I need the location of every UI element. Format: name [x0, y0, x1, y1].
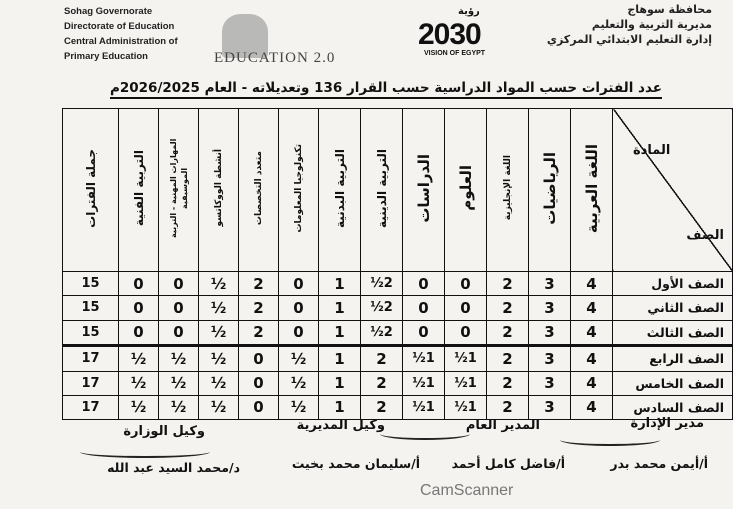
- table-cell: 4: [571, 320, 613, 345]
- table-cell: 3: [529, 272, 571, 296]
- table-cell: 1: [319, 272, 361, 296]
- table-cell: ½: [199, 320, 239, 345]
- column-header-label: الرياضيات: [540, 151, 559, 225]
- table-cell: 17: [63, 395, 119, 419]
- table-cell: 1½: [445, 395, 487, 419]
- table-cell: ½: [199, 346, 239, 371]
- table-cell: 0: [119, 272, 159, 296]
- table-cell: 2: [239, 296, 279, 320]
- column-header: [279, 109, 319, 272]
- table-cell: 1½: [445, 371, 487, 395]
- table-cell: 2: [487, 395, 529, 419]
- column-header: [487, 109, 529, 272]
- table-cell: ½: [199, 371, 239, 395]
- vision-ar-label: رؤية: [458, 6, 480, 17]
- header-ar-line: إدارة التعليم الابتدائي المركزي: [546, 33, 712, 46]
- table-cell: 1: [319, 371, 361, 395]
- table-cell: 2: [487, 272, 529, 296]
- table-cell: 1: [319, 296, 361, 320]
- header-en-line: Central Administration of: [64, 36, 178, 47]
- column-header: [445, 109, 487, 272]
- table-cell: 4: [571, 395, 613, 419]
- column-header-label: جملة الفترات: [83, 148, 98, 228]
- column-header-label: متعدد التخصصات: [253, 151, 264, 226]
- table-cell: ½: [159, 371, 199, 395]
- table-cell: 0: [445, 296, 487, 320]
- table-cell: 2: [487, 320, 529, 345]
- table-cell: 15: [63, 296, 119, 320]
- table-cell: 4: [571, 296, 613, 320]
- signature-name: أ/أيمن محمد بدر: [610, 456, 708, 471]
- scanner-watermark: [420, 482, 720, 500]
- table-cell: ½: [199, 272, 239, 296]
- table-cell: 1: [319, 395, 361, 419]
- education-logo: [214, 14, 404, 66]
- table-cell: 0: [119, 320, 159, 345]
- table-cell: ½: [159, 395, 199, 419]
- table-row: [63, 320, 733, 345]
- row-grade-label: الصف السادس: [613, 395, 733, 419]
- table-cell: 15: [63, 320, 119, 345]
- row-grade-label: الصف الثالث: [613, 320, 733, 345]
- table-cell: 2: [361, 371, 403, 395]
- signature-scribble: [560, 434, 660, 446]
- table-cell: 0: [445, 320, 487, 345]
- header-ar-line: مديرية التربية والتعليم: [591, 18, 712, 31]
- table-cell: 1½: [403, 395, 445, 419]
- signature-scribble: [380, 428, 470, 440]
- table-cell: 0: [239, 346, 279, 371]
- header-ar-line: محافظة سوهاج: [627, 3, 712, 16]
- table-corner-cell: [613, 109, 733, 272]
- table-cell: ½: [279, 371, 319, 395]
- table-cell: 17: [63, 371, 119, 395]
- table-cell: 2½: [361, 272, 403, 296]
- signature-name: أ/فاضل كامل أحمد: [451, 456, 565, 471]
- table-cell: 0: [239, 395, 279, 419]
- table-cell: ½: [119, 395, 159, 419]
- column-header-label: تكنولوجيا المعلومات: [293, 143, 304, 233]
- table-cell: 1: [319, 320, 361, 345]
- table-cell: 4: [571, 346, 613, 371]
- column-header: [403, 109, 445, 272]
- column-header: [63, 109, 119, 272]
- table-cell: 3: [529, 371, 571, 395]
- table-cell: 0: [159, 272, 199, 296]
- table-cell: 2: [361, 346, 403, 371]
- column-header: [571, 109, 613, 272]
- vision-caption: VISION OF EGYPT: [424, 50, 486, 57]
- table-cell: 17: [63, 346, 119, 371]
- table-cell: 0: [279, 272, 319, 296]
- column-header: [159, 109, 199, 272]
- periods-table: [62, 108, 733, 420]
- table-cell: 3: [529, 395, 571, 419]
- table-row: [63, 272, 733, 296]
- signature-title: وكيل المديرية: [296, 418, 385, 433]
- table-cell: 0: [239, 371, 279, 395]
- table-cell: ½: [159, 346, 199, 371]
- scanner-watermark-text: CamScanner: [420, 482, 514, 499]
- signature-name: أ/سليمان محمد بخيت: [291, 456, 420, 471]
- column-header-label: العلوم: [456, 165, 475, 211]
- column-header-label: اللغة الإنجليزية: [502, 155, 513, 221]
- table-cell: 2: [239, 272, 279, 296]
- corner-grade-label: الصف: [686, 228, 724, 244]
- table-row: [63, 296, 733, 320]
- header-en-line: Directorate of Education: [64, 21, 175, 32]
- table-header-row: [63, 109, 733, 272]
- table-cell: 2½: [361, 296, 403, 320]
- table-cell: 0: [119, 296, 159, 320]
- table-cell: 0: [279, 320, 319, 345]
- table-cell: 0: [403, 320, 445, 345]
- table-cell: 15: [63, 272, 119, 296]
- table-cell: ½: [119, 371, 159, 395]
- table-cell: 2: [239, 320, 279, 345]
- row-grade-label: الصف الأول: [613, 272, 733, 296]
- table-cell: 3: [529, 320, 571, 345]
- table-cell: 0: [159, 320, 199, 345]
- table-cell: 2: [361, 395, 403, 419]
- column-header-label: المهارات المهنية - التربية الموسيقية: [168, 138, 189, 238]
- table-cell: ½: [119, 346, 159, 371]
- vision-number: 2030: [418, 18, 481, 51]
- table-cell: ½: [279, 395, 319, 419]
- column-header-label: اللغة العربية: [582, 143, 601, 233]
- column-header: [119, 109, 159, 272]
- header-english: [64, 4, 234, 64]
- column-header: [361, 109, 403, 272]
- table-cell: 1½: [403, 346, 445, 371]
- table-cell: ½: [199, 395, 239, 419]
- table-cell: ½: [279, 346, 319, 371]
- column-header-label: الدراسات: [414, 153, 433, 223]
- signature-title: مدير الإدارة: [630, 416, 704, 431]
- column-header-label: التربية الفنية: [131, 149, 146, 227]
- table-cell: 3: [529, 296, 571, 320]
- column-header-label: التربية البدنية: [332, 148, 347, 228]
- signature-names: [60, 452, 710, 482]
- column-header: [239, 109, 279, 272]
- table-cell: 0: [403, 272, 445, 296]
- table-cell: 2½: [361, 320, 403, 345]
- row-grade-label: الصف الرابع: [613, 346, 733, 371]
- signature-title: المدير العام: [465, 418, 540, 433]
- table-cell: 1: [319, 346, 361, 371]
- table-row: [63, 371, 733, 395]
- document-title: [80, 80, 692, 96]
- table-cell: 2: [487, 346, 529, 371]
- table-cell: 0: [279, 296, 319, 320]
- table-body: [63, 272, 733, 420]
- column-header-label: أنشطة الووكاتسو: [213, 149, 224, 227]
- row-grade-label: الصف الخامس: [613, 371, 733, 395]
- table-cell: 0: [445, 272, 487, 296]
- header-en-line: Sohag Governorate: [64, 6, 153, 17]
- header-arabic: [512, 2, 712, 47]
- table-cell: 4: [571, 371, 613, 395]
- column-header-label: التربية الدينية: [374, 148, 389, 228]
- table-cell: 1½: [403, 371, 445, 395]
- table-cell: 2: [487, 296, 529, 320]
- table-cell: ½: [199, 296, 239, 320]
- row-grade-label: الصف الثاني: [613, 296, 733, 320]
- signature-name: د/محمد السيد عبد الله: [107, 460, 240, 475]
- column-header: [319, 109, 361, 272]
- table-cell: 0: [403, 296, 445, 320]
- table-row: [63, 346, 733, 371]
- column-header: [199, 109, 239, 272]
- table-cell: 0: [159, 296, 199, 320]
- table-cell: 1½: [445, 346, 487, 371]
- corner-subject-label: المادة: [633, 143, 671, 158]
- header-en-line: Primary Education: [64, 51, 148, 62]
- table-cell: 2: [487, 371, 529, 395]
- signature-title: وكيل الوزارة: [123, 424, 205, 439]
- table-cell: 4: [571, 272, 613, 296]
- education-logo-text: EDUCATION 2.0: [214, 50, 336, 66]
- document-title-text: عدد الفترات حسب المواد الدراسية حسب القرار 136 وتعديلاته - العام 2026/2025م: [110, 80, 662, 99]
- table-cell: 3: [529, 346, 571, 371]
- column-header: [529, 109, 571, 272]
